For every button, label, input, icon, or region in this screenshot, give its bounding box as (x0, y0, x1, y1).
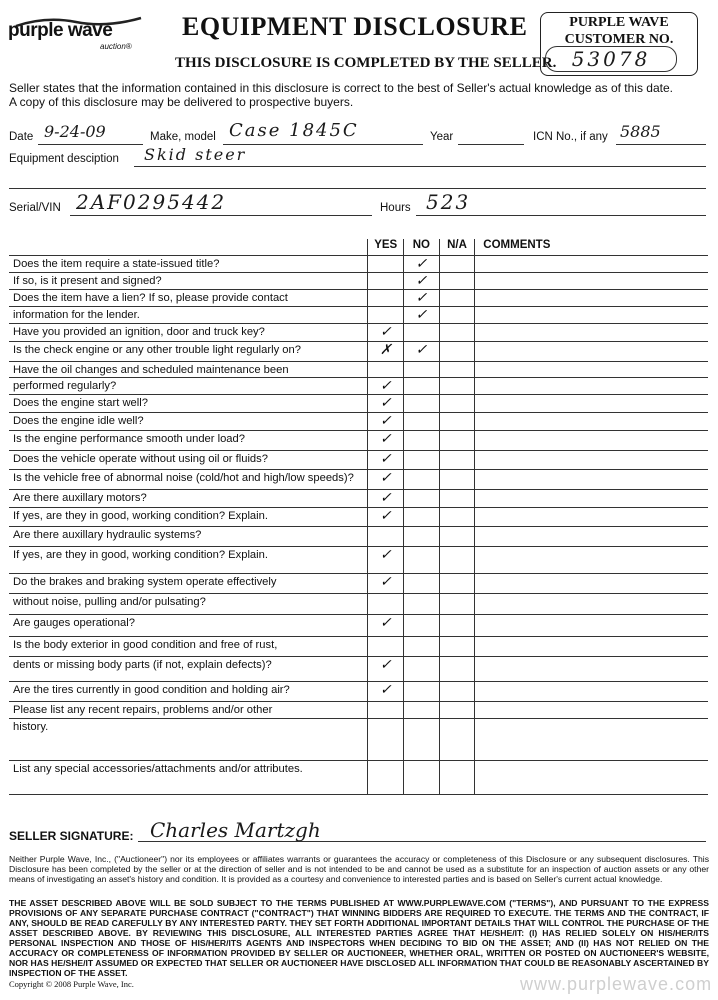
question-row (9, 342, 708, 362)
no-checkbox[interactable] (404, 594, 440, 615)
seller-signature-label: SELLER SIGNATURE: (9, 829, 134, 843)
comments-cell[interactable] (475, 362, 708, 378)
na-checkbox[interactable] (439, 761, 475, 795)
comments-header: COMMENTS (475, 239, 708, 256)
icn-field[interactable] (616, 122, 706, 145)
comments-cell[interactable] (475, 574, 708, 594)
na-checkbox[interactable] (439, 324, 475, 342)
year-label: Year (430, 131, 454, 143)
seller-signature-value: Charles Martzgh (150, 818, 321, 842)
question-row (9, 413, 708, 431)
yes-checkbox[interactable]: ✓ (368, 451, 404, 470)
comments-cell[interactable] (475, 307, 708, 324)
comments-cell[interactable] (475, 682, 708, 702)
yes-checkbox[interactable]: ✓ (368, 490, 404, 508)
no-checkbox[interactable] (404, 719, 440, 761)
question-text: history. (9, 719, 368, 761)
question-text: If yes, are they in good, working condition? Explain. (9, 508, 368, 527)
customer-label-line2: CUSTOMER NO. (564, 32, 674, 47)
yes-checkbox[interactable]: ✓ (368, 378, 404, 395)
no-checkbox[interactable] (404, 431, 440, 451)
question-row (9, 256, 708, 273)
question-row (9, 470, 708, 490)
yes-checkbox[interactable] (368, 761, 404, 795)
yes-checkbox[interactable] (368, 637, 404, 657)
yes-checkbox[interactable] (368, 702, 404, 719)
watermark-text: www.purplewave.com (520, 974, 713, 994)
question-header (9, 239, 368, 256)
yes-checkbox[interactable]: ✓ (368, 470, 404, 490)
no-checkbox[interactable]: ✓ (404, 342, 440, 362)
copyright-text: Copyright © 2008 Purple Wave, Inc. (9, 979, 134, 989)
comments-cell[interactable] (475, 657, 708, 682)
no-checkbox[interactable] (404, 547, 440, 574)
no-checkbox[interactable]: ✓ (404, 290, 440, 307)
terms-paragraph: THE ASSET DESCRIBED ABOVE WILL BE SOLD SUBJECT TO THE TERMS PUBLISHED AT WWW.PURPLEWAVE.COM ("TERMS"), AND PURSUANT TO THE EXPRESS PROVISIONS OF ANY SEPARATE PURCHASE CONTRACT ("CONTRACT") THAT WINNING BIDDERS ARE REQUIRED TO EXECUTE. THE TERMS AND THE CONTRACT, IF ANY, SHOULD BE READ CAREFULLY BY ANY INTERESTED PARTY. THEY SET FORTH ADDITIONAL IMPORTANT DETAILS THAT WILL CONTROL THE PURCHASE OF THE ASSET DESCRIBED ABOVE. BY REVIEWING THIS DISCLOSURE, ALL INTERESTED PARTIES AGREE THAT HE/SHE/IT: (I) HAS RELIED SOLELY ON HIS/HER/ITS PERSONAL INSPECTION AND THOSE OF HIS/HER/ITS AGENTS AND INSPECTORS WHEN DECIDING TO BID ON THE ASSET; AND (II) HAS NOT RELIED ON THE ACCURACY OR COMPLETENESS OF INFORMATION PROVIDED BY SELLER OR AUCTIONEER, WHETHER ORAL, WRITTEN OR POSTED ON AUCTIONEER'S WEBSITE, NOR HAS HE/SHE/IT ASSUMED OR EXPECTED THAT SELLER OR AUCTIONEER HAVE DISCLOSED ALL INFORMATION THAT COULD BE REASONABLY ASCERTAINED BY INSPECTION OF THE ASSET. (9, 898, 709, 978)
comments-cell[interactable] (475, 431, 708, 451)
hours-label: Hours (380, 202, 411, 214)
na-checkbox[interactable] (439, 682, 475, 702)
statement-line-2: A copy of this disclosure may be delivered to prospective buyers. (9, 95, 354, 109)
na-checkbox[interactable] (439, 490, 475, 508)
comments-cell[interactable] (475, 273, 708, 290)
year-field[interactable] (458, 128, 524, 145)
question-row (9, 547, 708, 574)
icn-label: ICN No., if any (533, 131, 608, 143)
no-checkbox[interactable] (404, 508, 440, 527)
comments-cell[interactable] (475, 761, 708, 795)
question-row (9, 657, 708, 682)
comments-cell[interactable] (475, 702, 708, 719)
question-row (9, 637, 708, 657)
question-text: Is the body exterior in good condition and free of rust, (9, 637, 368, 657)
question-text: Have the oil changes and scheduled maintenance been (9, 362, 368, 378)
na-checkbox[interactable] (439, 256, 475, 273)
description-value: Skid steer (144, 145, 247, 164)
no-checkbox[interactable] (404, 324, 440, 342)
question-row (9, 615, 708, 637)
customer-label-line1: PURPLE WAVE (569, 15, 669, 30)
question-row (9, 574, 708, 594)
yes-checkbox[interactable] (368, 719, 404, 761)
comments-cell[interactable] (475, 508, 708, 527)
question-text: List any special accessories/attachments and/or attributes. (9, 761, 368, 795)
no-checkbox[interactable] (404, 413, 440, 431)
yes-checkbox[interactable]: ✗ (368, 342, 404, 362)
na-checkbox[interactable] (439, 362, 475, 378)
na-checkbox[interactable] (439, 719, 475, 761)
na-checkbox[interactable] (439, 657, 475, 682)
yes-checkbox[interactable]: ✓ (368, 413, 404, 431)
no-checkbox[interactable] (404, 682, 440, 702)
date-value: 9-24-09 (44, 122, 106, 141)
na-checkbox[interactable] (439, 273, 475, 290)
question-row (9, 431, 708, 451)
page-title: EQUIPMENT DISCLOSURE (182, 12, 528, 41)
no-checkbox[interactable] (404, 615, 440, 637)
question-text: Does the item have a lien? If so, please provide contact (9, 290, 368, 307)
no-checkbox[interactable] (404, 470, 440, 490)
na-checkbox[interactable] (439, 413, 475, 431)
question-text: without noise, pulling and/or pulsating? (9, 594, 368, 615)
comments-cell[interactable] (475, 451, 708, 470)
yes-checkbox[interactable] (368, 290, 404, 307)
question-text: If yes, are they in good, working condition? Explain. (9, 547, 368, 574)
na-checkbox[interactable] (439, 702, 475, 719)
no-checkbox[interactable] (404, 362, 440, 378)
disclaimer-paragraph: Neither Purple Wave, Inc., ("Auctioneer") nor its employees or affiliates warrants or guarantees the accuracy or completeness of this Disclosure or any subsequent disclosures. This Disclosure has been completed by the seller or at the direction of seller and is not intended to be and cannot be used as a substitute for an inspection of auction assets or any other means of investigating an asset's history and condition. It is provided as a courtesy and convenience to interested parties and is based on Seller's current actual knowledge. (9, 854, 709, 884)
question-row (9, 594, 708, 615)
no-checkbox[interactable]: ✓ (404, 273, 440, 290)
statement-line-1: Seller states that the information contained in this disclosure is correct to the best of Seller's actual knowledge as of this date. (9, 81, 673, 95)
na-checkbox[interactable] (439, 395, 475, 413)
question-text: Is the engine performance smooth under load? (9, 431, 368, 451)
comments-cell[interactable] (475, 378, 708, 395)
question-text: dents or missing body parts (if not, explain defects)? (9, 657, 368, 682)
question-text: Please list any recent repairs, problems and/or other (9, 702, 368, 719)
no-checkbox[interactable] (404, 395, 440, 413)
seller-statement (9, 81, 709, 109)
question-row (9, 307, 708, 324)
na-checkbox[interactable] (439, 527, 475, 547)
yes-checkbox[interactable]: ✓ (368, 657, 404, 682)
no-checkbox[interactable] (404, 490, 440, 508)
no-header: NO (404, 239, 440, 256)
logo-text: purple wave (8, 20, 113, 41)
description-field-line-2[interactable] (9, 172, 706, 189)
yes-checkbox[interactable] (368, 256, 404, 273)
question-row (9, 378, 708, 395)
question-rows (9, 256, 708, 795)
comments-cell[interactable] (475, 490, 708, 508)
yes-header: YES (368, 239, 404, 256)
question-row (9, 682, 708, 702)
question-row (9, 290, 708, 307)
question-row (9, 702, 708, 719)
na-checkbox[interactable] (439, 637, 475, 657)
question-text: Does the item require a state-issued title? (9, 256, 368, 273)
question-text: Does the engine idle well? (9, 413, 368, 431)
no-checkbox[interactable] (404, 702, 440, 719)
question-row (9, 451, 708, 470)
no-checkbox[interactable]: ✓ (404, 256, 440, 273)
question-text: Are there auxillary hydraulic systems? (9, 527, 368, 547)
description-label: Equipment desciption (9, 153, 119, 165)
date-field[interactable] (38, 122, 143, 145)
disclosure-table (9, 239, 708, 795)
na-checkbox[interactable] (439, 470, 475, 490)
yes-checkbox[interactable] (368, 527, 404, 547)
no-checkbox[interactable]: ✓ (404, 307, 440, 324)
yes-checkbox[interactable]: ✓ (368, 508, 404, 527)
hours-field[interactable] (416, 190, 706, 216)
question-text: Do the brakes and braking system operate effectively (9, 574, 368, 594)
question-row (9, 362, 708, 378)
na-checkbox[interactable] (439, 342, 475, 362)
question-text: Does the vehicle operate without using oil or fluids? (9, 451, 368, 470)
comments-cell[interactable] (475, 719, 708, 761)
question-row (9, 395, 708, 413)
no-checkbox[interactable] (404, 657, 440, 682)
no-checkbox[interactable] (404, 527, 440, 547)
yes-checkbox[interactable]: ✓ (368, 547, 404, 574)
make-model-value: Case 1845C (229, 120, 359, 141)
comments-cell[interactable] (475, 290, 708, 307)
yes-checkbox[interactable] (368, 594, 404, 615)
comments-cell[interactable] (475, 527, 708, 547)
page-subtitle: THIS DISCLOSURE IS COMPLETED BY THE SELLER. (175, 55, 557, 71)
yes-checkbox[interactable]: ✓ (368, 324, 404, 342)
na-checkbox[interactable] (439, 615, 475, 637)
question-text: Are there auxillary motors? (9, 490, 368, 508)
customer-number-value[interactable]: 53078 (545, 46, 677, 72)
question-row (9, 508, 708, 527)
yes-checkbox[interactable] (368, 273, 404, 290)
comments-cell[interactable] (475, 413, 708, 431)
question-text: Are the tires currently in good condition and holding air? (9, 682, 368, 702)
comments-cell[interactable] (475, 324, 708, 342)
yes-checkbox[interactable]: ✓ (368, 574, 404, 594)
date-label: Date (9, 131, 34, 143)
question-text: performed regularly? (9, 378, 368, 395)
na-checkbox[interactable] (439, 451, 475, 470)
question-row (9, 324, 708, 342)
no-checkbox[interactable] (404, 378, 440, 395)
serial-value: 2AF0295442 (76, 190, 227, 214)
na-checkbox[interactable] (439, 508, 475, 527)
serial-label: Serial/VIN (9, 202, 61, 214)
question-row (9, 527, 708, 547)
yes-checkbox[interactable] (368, 362, 404, 378)
logo-subtext: auction® (100, 42, 132, 51)
make-model-label: Make, model (150, 131, 216, 143)
make-model-field[interactable] (223, 120, 423, 145)
no-checkbox[interactable] (404, 451, 440, 470)
hours-value: 523 (426, 190, 471, 214)
yes-checkbox[interactable]: ✓ (368, 682, 404, 702)
question-text: Have you provided an ignition, door and truck key? (9, 324, 368, 342)
yes-checkbox[interactable]: ✓ (368, 395, 404, 413)
na-checkbox[interactable] (439, 574, 475, 594)
na-checkbox[interactable] (439, 290, 475, 307)
serial-field[interactable] (70, 190, 372, 216)
comments-cell[interactable] (475, 594, 708, 615)
icn-value: 5885 (620, 122, 661, 141)
na-checkbox[interactable] (439, 307, 475, 324)
question-text: Does the engine start well? (9, 395, 368, 413)
na-checkbox[interactable] (439, 594, 475, 615)
comments-cell[interactable] (475, 547, 708, 574)
na-checkbox[interactable] (439, 378, 475, 395)
yes-checkbox[interactable] (368, 307, 404, 324)
question-row (9, 761, 708, 795)
comments-cell[interactable] (475, 395, 708, 413)
na-checkbox[interactable] (439, 547, 475, 574)
no-checkbox[interactable] (404, 574, 440, 594)
comments-cell[interactable] (475, 615, 708, 637)
question-text: Are gauges operational? (9, 615, 368, 637)
question-row (9, 490, 708, 508)
no-checkbox[interactable] (404, 761, 440, 795)
question-text: Is the check engine or any other trouble light regularly on? (9, 342, 368, 362)
comments-cell[interactable] (475, 470, 708, 490)
yes-checkbox[interactable]: ✓ (368, 431, 404, 451)
question-text: If so, is it present and signed? (9, 273, 368, 290)
question-row (9, 273, 708, 290)
question-text: information for the lender. (9, 307, 368, 324)
comments-cell[interactable] (475, 342, 708, 362)
comments-cell[interactable] (475, 637, 708, 657)
comments-cell[interactable] (475, 256, 708, 273)
question-row (9, 719, 708, 761)
yes-checkbox[interactable]: ✓ (368, 615, 404, 637)
question-text: Is the vehicle free of abnormal noise (cold/hot and high/low speeds)? (9, 470, 368, 490)
description-field[interactable] (134, 145, 706, 167)
no-checkbox[interactable] (404, 637, 440, 657)
na-header: N/A (439, 239, 475, 256)
na-checkbox[interactable] (439, 431, 475, 451)
table-header-row (9, 239, 708, 256)
